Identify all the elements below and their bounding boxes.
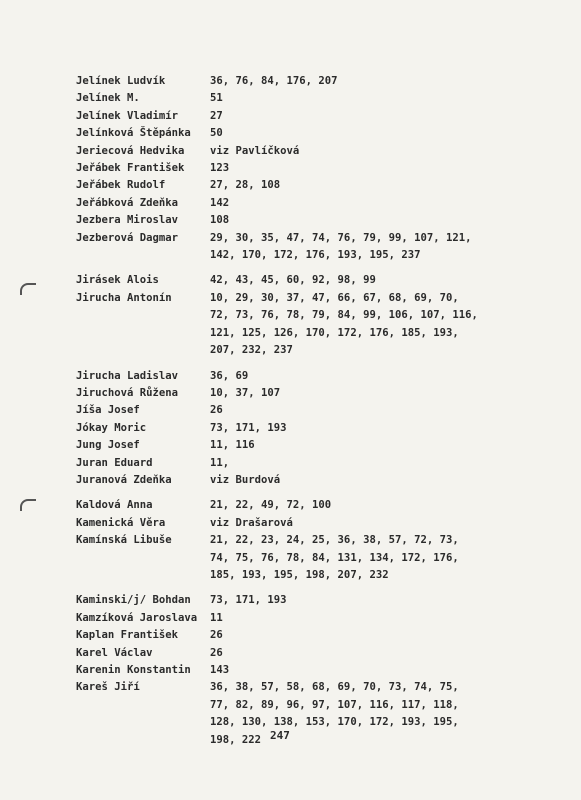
entry-page-refs: [210, 592, 480, 609]
index-entry: [76, 472, 536, 489]
entry-page-refs: [210, 610, 480, 627]
entry-name: Jirucha Antonín: [76, 291, 172, 304]
index-entry: [76, 177, 536, 194]
page-ref-line: 10, 29, 30, 37, 47, 66, 67, 68, 69, 70,: [210, 291, 459, 304]
entry-page-refs: [210, 437, 480, 454]
page-ref-line: 11,: [210, 456, 230, 469]
page-ref-line: 143: [210, 664, 230, 676]
entry-name: Karenin Konstantin: [76, 664, 191, 676]
index-entry: [76, 532, 536, 584]
index-entry: [76, 212, 536, 229]
entry-page-refs: [210, 272, 480, 289]
entry-name: Jelínek Ludvík: [76, 75, 166, 87]
index-entry: [76, 610, 536, 627]
entry-name: Kamenická Věra: [76, 516, 166, 529]
entry-page-refs: [210, 290, 480, 360]
page-ref-line: 50: [210, 127, 223, 140]
entry-page-refs: [210, 472, 480, 489]
entry-page-refs: [210, 125, 480, 142]
page-ref-line: 207, 232, 237: [210, 344, 293, 357]
entry-name: Jelínek M.: [76, 92, 140, 105]
entry-page-refs: [210, 679, 480, 749]
page-ref-line: 29, 30, 35, 47, 74, 76, 79, 99, 107, 121,: [210, 231, 472, 244]
entry-name: Kaplan František: [76, 629, 179, 642]
page-ref-line: 74, 75, 76, 78, 84, 131, 134, 172, 176,: [210, 551, 459, 564]
page-ref-line: 142, 170, 172, 176, 193, 195, 237: [210, 249, 421, 262]
entry-page-refs: [210, 455, 480, 472]
page-ref-line: viz Pavlíčková: [210, 144, 300, 157]
entry-name: Jelínková Štěpánka: [76, 127, 191, 140]
index-entry: [76, 679, 536, 749]
entry-page-refs: [210, 195, 480, 212]
entry-name: Kaldová Anna: [76, 499, 153, 512]
page-ref-line: 21, 22, 49, 72, 100: [210, 499, 332, 512]
entry-page-refs: [210, 73, 480, 90]
page-ref-line: 73, 171, 193: [210, 594, 287, 607]
index-entry: [76, 73, 536, 90]
entry-page-refs: [210, 627, 480, 644]
name-index-list: [76, 73, 536, 749]
index-entry: [76, 420, 536, 437]
page-ref-line: 142: [210, 196, 230, 209]
entry-name: Jíša Josef: [76, 404, 140, 417]
index-entry: [76, 272, 536, 289]
page-ref-line: 10, 37, 107: [210, 386, 281, 399]
index-entry: [76, 385, 536, 402]
entry-page-refs: [210, 532, 480, 584]
entry-name: Jiruchová Růžena: [76, 386, 179, 399]
index-entry: [76, 125, 536, 142]
entry-name: Jelínek Vladimír: [76, 109, 179, 122]
page-ref-line: 42, 43, 45, 60, 92, 98, 99: [210, 274, 376, 287]
index-entry: [76, 497, 536, 514]
entry-name: Jezbera Miroslav: [76, 214, 179, 227]
page-ref-line: 73, 171, 193: [210, 421, 287, 434]
index-entry: [76, 455, 536, 472]
entry-page-refs: [210, 385, 480, 402]
page-ref-line: 26: [210, 646, 223, 659]
page-ref-line: 11, 116: [210, 439, 255, 452]
entry-page-refs: [210, 515, 480, 532]
page-ref-line: 198, 222: [210, 733, 262, 746]
index-entry: [76, 515, 536, 532]
entry-name: Jirásek Alois: [76, 274, 159, 287]
page-ref-line: 123: [210, 162, 230, 175]
page-ref-line: 36, 76, 84, 176, 207: [210, 75, 338, 87]
entry-name: Jókay Moric: [76, 421, 147, 434]
entry-page-refs: [210, 402, 480, 419]
entry-page-refs: [210, 143, 480, 160]
page-ref-line: 128, 130, 138, 153, 170, 172, 193, 195,: [210, 716, 459, 729]
page-ref-line: 26: [210, 404, 223, 417]
index-entry: [76, 90, 536, 107]
entry-name: Kamzíková Jaroslava: [76, 611, 198, 624]
index-entry: [76, 143, 536, 160]
punch-hole-mark: [20, 499, 36, 511]
page-ref-line: viz Drašarová: [210, 516, 293, 529]
page-ref-line: 108: [210, 214, 230, 227]
index-entry: [76, 402, 536, 419]
entry-page-refs: [210, 160, 480, 177]
page-ref-line: 27: [210, 109, 223, 122]
page-ref-line: 11: [210, 611, 223, 624]
entry-name: Jung Josef: [76, 439, 140, 452]
index-entry: [76, 290, 536, 360]
entry-page-refs: [210, 90, 480, 107]
entry-name: Juran Eduard: [76, 456, 153, 469]
punch-hole-mark: [20, 283, 36, 295]
entry-name: Kareš Jiří: [76, 681, 140, 694]
entry-page-refs: [210, 645, 480, 662]
index-entry: [76, 160, 536, 177]
entry-page-refs: [210, 212, 480, 229]
page-ref-line: 36, 69: [210, 369, 249, 382]
page-ref-line: 77, 82, 89, 96, 97, 107, 116, 117, 118,: [210, 698, 459, 711]
index-entry: [76, 645, 536, 662]
index-entry: [76, 195, 536, 212]
entry-name: Juranová Zdeňka: [76, 473, 172, 486]
page-ref-line: 121, 125, 126, 170, 172, 176, 185, 193,: [210, 326, 459, 339]
entry-name: Jeřábková Zdeňka: [76, 196, 179, 209]
entry-name: Jezberová Dagmar: [76, 231, 179, 244]
entry-page-refs: [210, 497, 480, 514]
entry-name: Jirucha Ladislav: [76, 369, 179, 382]
page-ref-line: 27, 28, 108: [210, 179, 281, 192]
index-entry: [76, 627, 536, 644]
entry-name: Jeriecová Hedvika: [76, 144, 185, 157]
page-ref-line: 36, 38, 57, 58, 68, 69, 70, 73, 74, 75,: [210, 681, 459, 694]
entry-name: Jeřábek František: [76, 162, 185, 175]
page-number: 247: [270, 729, 290, 742]
entry-page-refs: [210, 662, 480, 679]
page-ref-line: 26: [210, 629, 223, 642]
index-entry: [76, 437, 536, 454]
entry-name: Kamínská Libuše: [76, 534, 172, 547]
index-entry: [76, 108, 536, 125]
page-ref-line: 72, 73, 76, 78, 79, 84, 99, 106, 107, 116,: [210, 309, 478, 322]
entry-page-refs: [210, 108, 480, 125]
page-ref-line: 51: [210, 92, 223, 105]
entry-page-refs: [210, 368, 480, 385]
page-ref-line: 21, 22, 23, 24, 25, 36, 38, 57, 72, 73,: [210, 534, 459, 547]
entry-name: Karel Václav: [76, 646, 153, 659]
entry-page-refs: [210, 420, 480, 437]
index-entry: [76, 662, 536, 679]
index-entry: [76, 230, 536, 265]
entry-page-refs: [210, 230, 480, 265]
page-ref-line: 185, 193, 195, 198, 207, 232: [210, 568, 389, 581]
page-ref-line: viz Burdová: [210, 473, 281, 486]
entry-name: Kaminski/j/ Bohdan: [76, 594, 191, 607]
entry-name: Jeřábek Rudolf: [76, 179, 166, 192]
entry-page-refs: [210, 177, 480, 194]
index-entry: [76, 592, 536, 609]
index-entry: [76, 368, 536, 385]
